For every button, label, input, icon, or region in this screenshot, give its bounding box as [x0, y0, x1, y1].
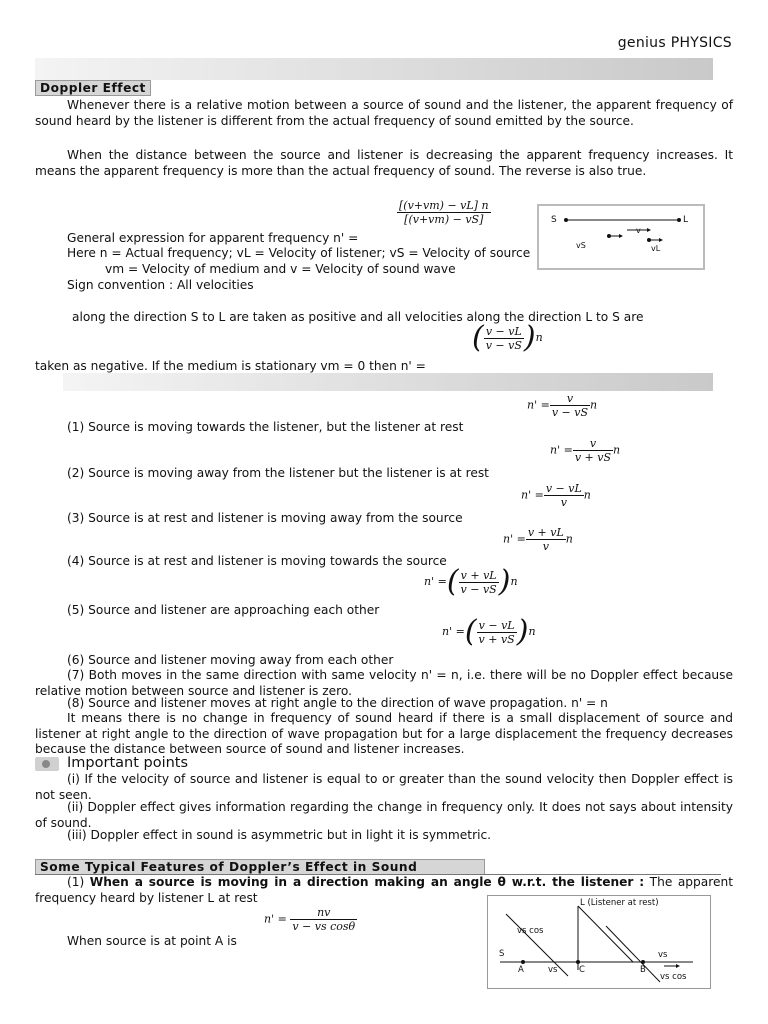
- case-4: (4) Source is at rest and listener is moving towards the source: [67, 554, 447, 568]
- sign-convention: Sign convention : All velocities: [67, 278, 254, 292]
- formula-n: n: [510, 575, 518, 588]
- important-points-marker: [35, 757, 59, 771]
- case-2: (2) Source is moving away from the listener but the listener is at rest: [67, 466, 489, 480]
- formula-numerator: nv: [290, 906, 357, 920]
- formula-n: n: [590, 398, 598, 412]
- label-a: A: [518, 965, 524, 975]
- case-6: (6) Source and listener moving away from each other: [67, 653, 394, 667]
- formula-stationary: ( $\frac{v - vL}{v - vS}$ )n: [472, 320, 543, 355]
- case-3: (3) Source is at rest and listener is moving away from the source: [67, 511, 463, 525]
- here-definitions: Here n = Actual frequency; vL = Velocity of listener; vS = Velocity of source: [67, 246, 531, 260]
- formula-denominator: v − vS: [551, 406, 589, 419]
- formula-n-prime: n' =: [527, 398, 550, 412]
- feature-1-heading: When a source is moving in a direction making an angle θ w.r.t. the listener :: [89, 875, 645, 889]
- formula-n-prime: n' =: [503, 532, 526, 546]
- formula-denominator: v − vS: [460, 582, 497, 596]
- important-point-3: (iii) Doppler effect in sound is asymmetric but in light it is symmetric.: [67, 828, 492, 842]
- formula-n-prime: n' =: [550, 443, 573, 457]
- negative-direction-text: taken as negative. If the medium is stationary vm = 0 then n' =: [35, 359, 426, 373]
- diagram-label-v: v: [636, 226, 641, 235]
- label-c: C: [579, 965, 585, 975]
- formula-feature-1: [264, 906, 357, 933]
- angle-source-diagram: [487, 895, 711, 989]
- formula-n: n: [583, 488, 591, 502]
- case-5: (5) Source and listener are approaching each other: [67, 603, 380, 617]
- diagram-drawing: [539, 206, 703, 268]
- formula-case-4: [503, 526, 573, 553]
- formula-denominator: v + vS: [574, 451, 612, 464]
- formula-case-6: n' =( $\frac{v - vL}{v + vS}$ )n: [442, 614, 536, 649]
- medium-definition: vm = Velocity of medium and v = Velocity of sound wave: [105, 262, 456, 276]
- formula-numerator: [(v+vm) − vL] n: [399, 199, 489, 212]
- gradient-bar: [63, 373, 713, 391]
- formula-n: n: [565, 532, 573, 546]
- formula-n-prime: n' =: [264, 912, 287, 926]
- label-s: S: [499, 949, 505, 959]
- paragraph-2: When the distance between the source and listener is decreasing the apparent frequency increases. It means the apparent frequency is more than the actual frequency of sound. The reverse is also true.: [35, 148, 733, 178]
- source-listener-diagram: [537, 204, 705, 270]
- formula-denominator: v: [560, 496, 567, 509]
- formula-n: n: [528, 625, 536, 638]
- formula-denominator: v + vS: [478, 632, 515, 646]
- formula-case-5: n' =( $\frac{v + vL}{v - vS}$ )n: [424, 564, 518, 599]
- formula-numerator: v + vL: [459, 569, 499, 583]
- formula-numerator: v − vL: [545, 482, 582, 495]
- formula-n-prime: n' =: [424, 575, 447, 588]
- diagram-label-s: S: [551, 215, 557, 225]
- formula-general: [397, 199, 491, 226]
- case-1: (1) Source is moving towards the listener, but the listener at rest: [67, 420, 464, 434]
- formula-denominator: v − vS: [485, 338, 522, 352]
- important-point-1: (i) If the velocity of source and listener is equal to or greater than the sound velocity then Doppler effect is not seen.: [35, 772, 733, 802]
- label-vscos-top: vs cos: [517, 926, 544, 936]
- section-title-important: Important points: [67, 755, 189, 771]
- formula-denominator: [(v+vm) − vS]: [404, 213, 484, 226]
- formula-n-prime: n' =: [521, 488, 544, 502]
- formula-numerator: v − vL: [477, 619, 517, 633]
- formula-case-1: [527, 392, 597, 419]
- diagram-label-l: L: [683, 215, 689, 225]
- formula-n: n: [535, 331, 543, 344]
- formula-denominator: v − vs cosθ: [292, 920, 356, 933]
- feature-1-text: The apparent frequency heard by listener L at rest: [35, 875, 733, 905]
- case-8-explanation: It means there is no change in frequency of sound heard if there is a small displacement of source and listener at right angle to the direction of wave propagation but for a large displacement the frequency decreases because the distance between source of sound and listener increases.: [35, 711, 733, 756]
- paragraph-1: Whenever there is a relative motion between a source of sound and the listener, the apparent frequency of sound heard by the listener is different from the actual frequency of sound emitted by the source.: [35, 98, 733, 128]
- case-7: (7) Both moves in the same direction with same velocity n' = n, i.e. there will be no Doppler effect because relative motion between source and listener is zero.: [35, 668, 733, 698]
- important-point-2: (ii) Doppler effect gives information regarding the change in frequency only. It does not says about intensity of sound.: [35, 800, 733, 830]
- label-vs-right: vs: [658, 950, 668, 960]
- formula-numerator: v + vL: [527, 526, 564, 539]
- diagram-label-vs: vS: [576, 241, 586, 250]
- label-listener: L (Listener at rest): [580, 898, 659, 908]
- along-direction-text: along the direction S to L are taken as positive and all velocities along the direction L to S are: [72, 310, 644, 324]
- formula-numerator: v − vL: [484, 325, 524, 339]
- formula-case-2: [550, 437, 620, 464]
- label-b: B: [640, 965, 646, 975]
- formula-numerator: v: [550, 392, 590, 406]
- general-expression-text: General expression for apparent frequency n' =: [67, 231, 359, 245]
- diagram-label-vl: vL: [651, 244, 661, 253]
- section-bar: [35, 58, 713, 80]
- section-title-features: Some Typical Features of Doppler’s Effect in Sound: [35, 859, 485, 875]
- bullet-icon: [42, 760, 50, 768]
- section-title-doppler: Doppler Effect: [35, 80, 151, 96]
- formula-denominator: v: [542, 540, 549, 553]
- formula-case-3: [521, 482, 591, 509]
- label-vscos-bottom: vs cos: [660, 972, 687, 982]
- formula-numerator: v: [573, 437, 613, 451]
- label-vs-left: vs: [548, 965, 558, 975]
- case-8: (8) Source and listener moves at right angle to the direction of wave propagation. n' = n: [67, 696, 608, 710]
- page-header: genius PHYSICS: [617, 35, 732, 51]
- point-a-text: When source is at point A is: [67, 934, 237, 948]
- feature-1-number: (1): [67, 875, 90, 889]
- formula-n: n: [613, 443, 621, 457]
- formula-n-prime: n' =: [442, 625, 465, 638]
